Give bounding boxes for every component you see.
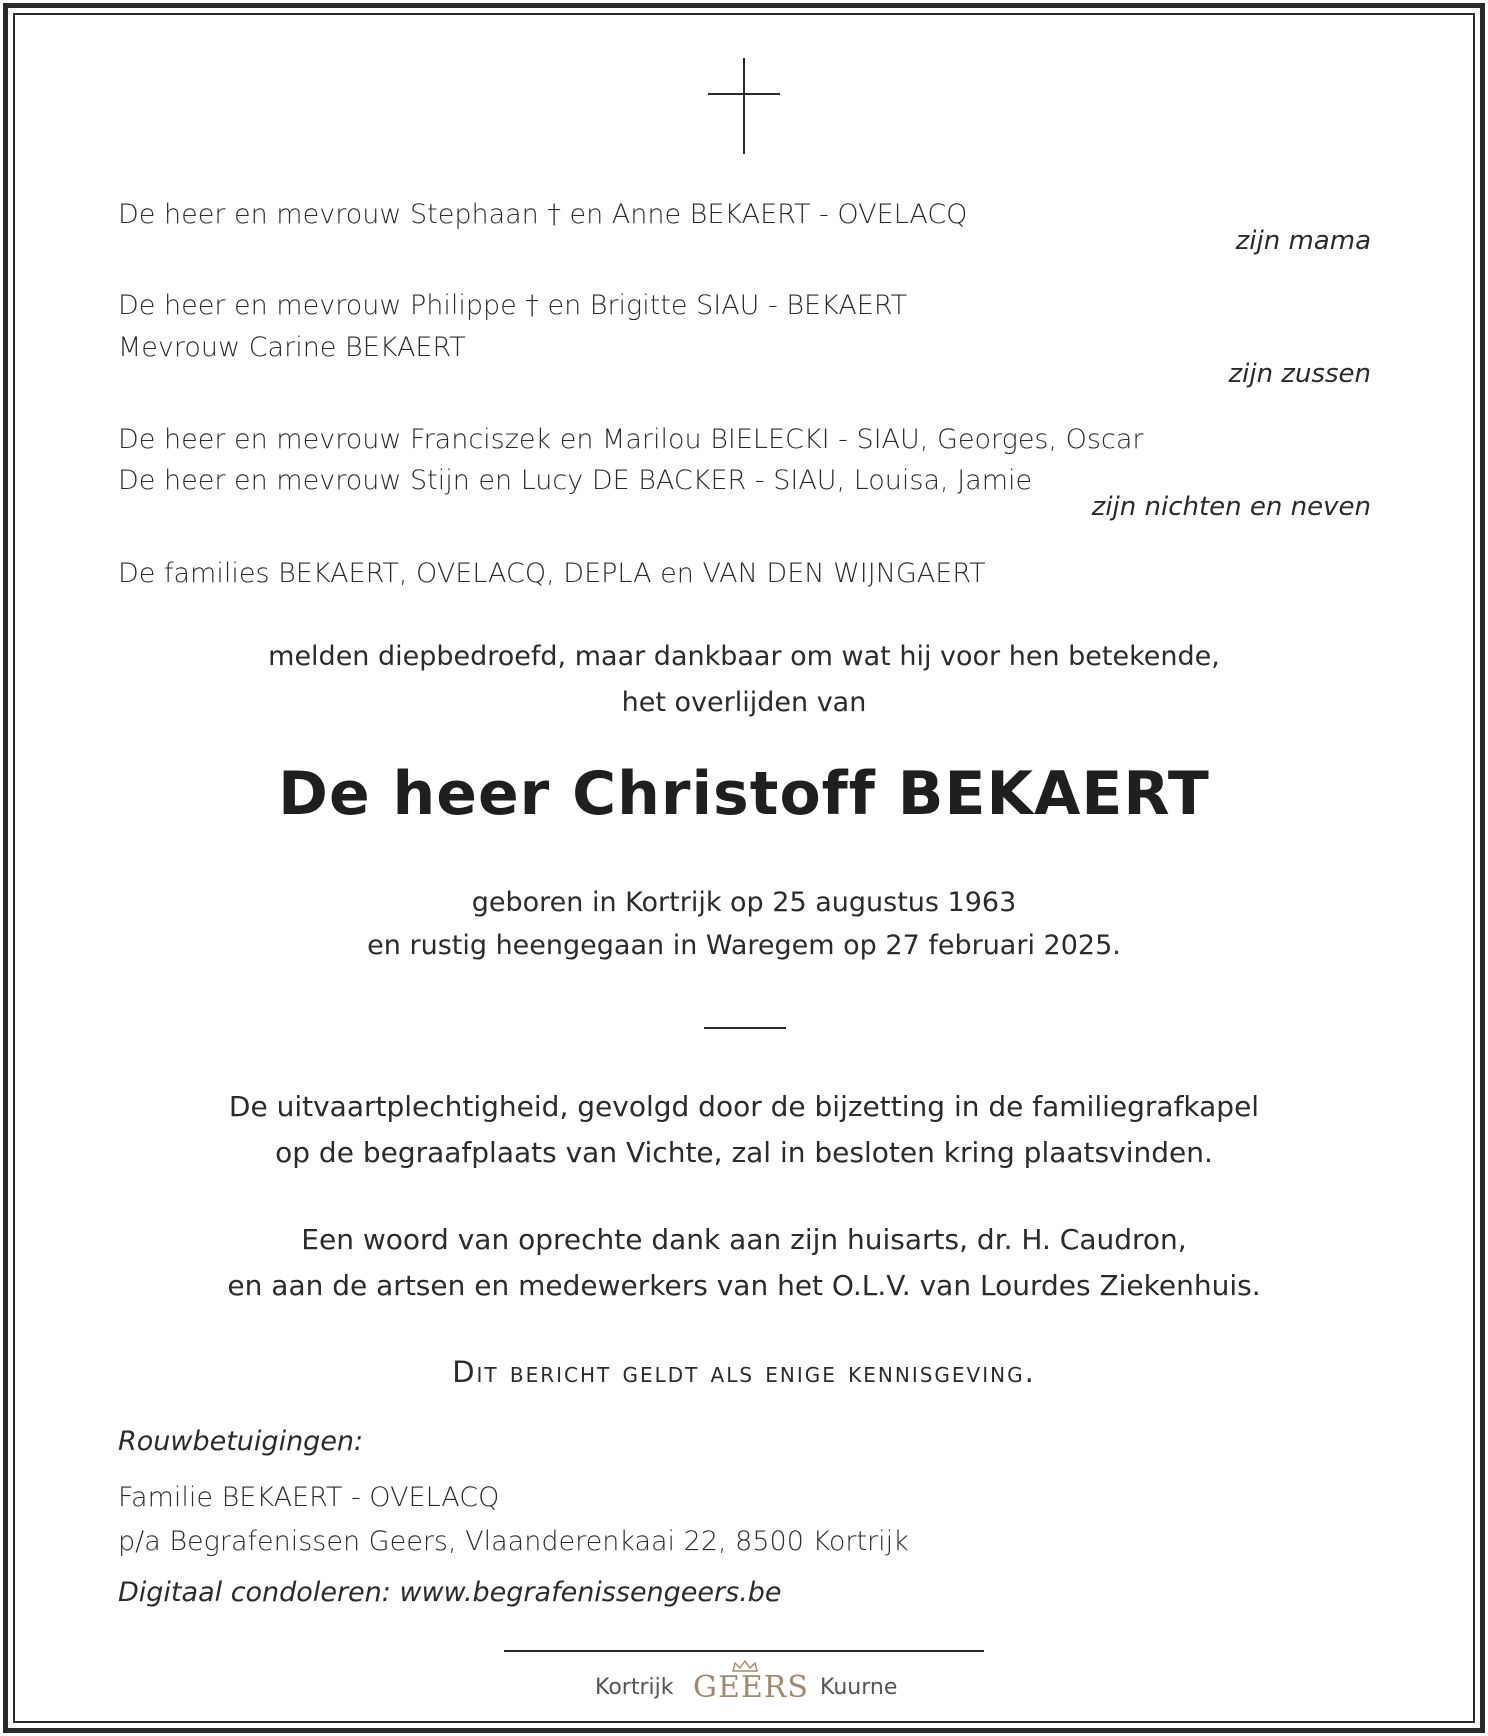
footer <box>0 1660 1488 1710</box>
condolences-name: Familie BEKAERT - OVELACQ <box>118 1482 500 1513</box>
birth-line: geboren in Kortrijk op 25 augustus 1963 <box>471 887 1017 918</box>
thanks-line-2: en aan de artsen en medewerkers van het O.L.V. van Lourdes Ziekenhuis. <box>227 1269 1261 1302</box>
ceremony-line-1: De uitvaartplechtigheid, gevolgd door de bijzetting in de familiegrafkapel <box>228 1090 1260 1123</box>
families-line: De families BEKAERT, OVELACQ, DEPLA en VAN DEN WIJNGAERT <box>118 558 986 589</box>
notice-line: Dit bericht geldt als enige kennisgeving. <box>452 1355 1036 1389</box>
thanks-line-1: Een woord van oprechte dank aan zijn huisarts, dr. H. Caudron, <box>301 1223 1187 1256</box>
inner-border <box>13 13 1475 1723</box>
deceased-name: De heer Christoff BEKAERT <box>278 759 1210 829</box>
section-divider <box>704 1027 786 1029</box>
logo-text: GEERS <box>693 1670 809 1705</box>
condolences-digital: Digitaal condoleren: www.begrafenissengeers.be <box>118 1577 782 1608</box>
family-mother-line: De heer en mevrouw Stephaan † en Anne BEKAERT - OVELACQ <box>118 199 968 230</box>
family-niece-line-2: De heer en mevrouw Stijn en Lucy DE BACKER - SIAU, Louisa, Jamie <box>118 465 1033 496</box>
family-sister-line-2: Mevrouw Carine BEKAERT <box>118 332 466 363</box>
footer-city-kuurne: Kuurne <box>820 1675 898 1700</box>
geers-logo <box>693 1660 809 1708</box>
role-sisters: zijn zussen <box>1228 359 1371 389</box>
announcement-line-1: melden diepbedroefd, maar dankbaar om wat hij voor hen betekende, <box>268 641 1220 672</box>
footer-city-kortrijk: Kortrijk <box>595 1675 674 1700</box>
role-nieces: zijn nichten en neven <box>1091 492 1371 522</box>
announcement-line-2: het overlijden van <box>621 687 867 718</box>
role-mother: zijn mama <box>1235 226 1371 256</box>
condolences-address: p/a Begrafenissen Geers, Vlaanderenkaai 22, 8500 Kortrijk <box>118 1526 909 1557</box>
cross-icon <box>708 58 780 154</box>
ceremony-line-2: op de begraafplaats van Vichte, zal in besloten kring plaatsvinden. <box>275 1136 1213 1169</box>
condolences-heading: Rouwbetuigingen: <box>118 1426 364 1457</box>
family-sister-line-1: De heer en mevrouw Philippe † en Brigitte SIAU - BEKAERT <box>118 290 908 321</box>
death-line: en rustig heengegaan in Waregem op 27 februari 2025. <box>367 930 1121 961</box>
footer-divider <box>504 1650 984 1652</box>
family-niece-line-1: De heer en mevrouw Franciszek en Marilou BIELECKI - SIAU, Georges, Oscar <box>118 424 1144 455</box>
